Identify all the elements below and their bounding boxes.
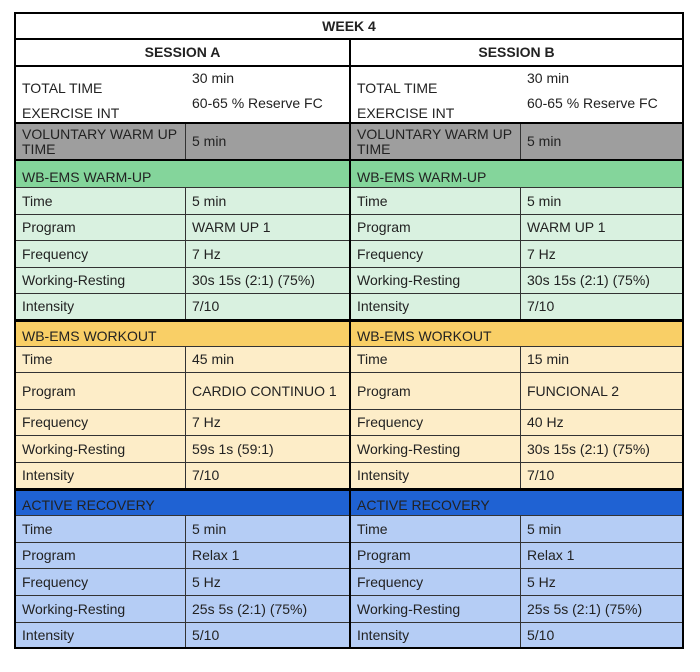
- recovery-row-label: Frequency: [351, 569, 521, 595]
- workout-row-value: 7 Hz: [192, 414, 221, 430]
- warmup-row: [351, 294, 682, 320]
- warmup-row-value: 5 min: [192, 192, 227, 209]
- session-b-title: SESSION B: [349, 40, 684, 67]
- workout-row-label: Program: [16, 373, 186, 409]
- overview-block: [16, 67, 349, 124]
- warmup-row-value: 7/10: [527, 298, 555, 314]
- overview-value: 30 min: [527, 71, 570, 86]
- warmup-row-label: Working-Resting: [16, 268, 186, 293]
- warmup-section-header: WB-EMS WARM-UP: [16, 161, 349, 188]
- session-header-row: [14, 40, 684, 67]
- warmup-row-value: 5 min: [527, 192, 562, 209]
- recovery-row-value: 5 min: [192, 520, 227, 537]
- warmup-row-label: Frequency: [351, 241, 521, 267]
- recovery-row: [351, 623, 682, 649]
- workout-row-label: Time: [351, 347, 521, 372]
- overview-row: [351, 96, 682, 121]
- warmup-row-label: Intensity: [16, 294, 186, 319]
- warmup-row-value: WARM UP 1: [527, 219, 606, 235]
- recovery-row-value: 5 Hz: [192, 573, 221, 590]
- warmup-row-label: Program: [351, 215, 521, 240]
- recovery-row-label: Working-Resting: [351, 596, 521, 622]
- workout-section-header: WB-EMS WORKOUT: [351, 320, 682, 347]
- recovery-row-label: Time: [16, 516, 186, 542]
- overview-row: [351, 71, 682, 96]
- warmup-row-value: 7/10: [192, 298, 220, 314]
- warmup-row-label: Intensity: [351, 294, 521, 319]
- workout-row-value: 15 min: [527, 351, 570, 367]
- recovery-row-label: Frequency: [16, 569, 186, 595]
- warmup-row: [351, 188, 682, 215]
- workout-row: [351, 373, 682, 410]
- warmup-row-value: 30s 15s (2:1) (75%): [527, 272, 650, 288]
- voluntary-warmup-label: VOLUNTARY WARM UP TIME: [16, 124, 186, 159]
- recovery-row-value: 25s 5s (2:1) (75%): [527, 600, 643, 617]
- warmup-row-label: Time: [16, 188, 186, 214]
- warmup-row-label: Program: [16, 215, 186, 240]
- recovery-section-header: ACTIVE RECOVERY: [351, 489, 682, 516]
- overview-label: EXERCISE INT: [357, 105, 455, 121]
- workout-row-value: 7/10: [192, 467, 220, 483]
- workout-row-label: Program: [351, 373, 521, 409]
- recovery-row-value: Relax 1: [192, 547, 240, 563]
- recovery-row-value: 5/10: [192, 626, 220, 643]
- recovery-row-value: 5 min: [527, 520, 562, 537]
- voluntary-warmup-row: [351, 124, 682, 161]
- workout-row-label: Intensity: [351, 463, 521, 488]
- workout-row-label: Frequency: [16, 410, 186, 435]
- workout-row-value: 40 Hz: [527, 414, 564, 430]
- recovery-row: [16, 516, 349, 543]
- workout-row: [16, 436, 349, 463]
- workout-row-value: 59s 1s (59:1): [192, 440, 274, 457]
- warmup-row: [16, 215, 349, 241]
- voluntary-warmup-value: 5 min: [192, 133, 227, 149]
- workout-row-label: Working-Resting: [16, 436, 186, 462]
- warmup-row: [351, 215, 682, 241]
- recovery-row-value: 5 Hz: [527, 573, 556, 590]
- recovery-row-label: Working-Resting: [16, 596, 186, 622]
- workout-row-value: FUNCIONAL 2: [527, 382, 620, 399]
- workout-row-value: CARDIO CONTINUO 1: [192, 382, 337, 399]
- recovery-row-value: Relax 1: [527, 547, 575, 563]
- recovery-row: [16, 596, 349, 623]
- workout-row: [351, 436, 682, 463]
- workout-row-value: 30s 15s (2:1) (75%): [527, 440, 650, 457]
- warmup-row-label: Frequency: [16, 241, 186, 267]
- recovery-row: [351, 569, 682, 596]
- recovery-row-label: Intensity: [351, 623, 521, 647]
- recovery-row: [16, 623, 349, 649]
- overview-value: 60-65 % Reserve FC: [192, 96, 323, 111]
- overview-label: TOTAL TIME: [357, 80, 438, 96]
- recovery-row: [351, 596, 682, 623]
- warmup-section-header: WB-EMS WARM-UP: [351, 161, 682, 188]
- recovery-row-value: 5/10: [527, 626, 555, 643]
- workout-row: [16, 373, 349, 410]
- warmup-row: [16, 294, 349, 320]
- workout-row: [16, 463, 349, 489]
- workout-row: [351, 463, 682, 489]
- warmup-row-label: Working-Resting: [351, 268, 521, 293]
- workout-row-label: Intensity: [16, 463, 186, 488]
- recovery-row-label: Time: [351, 516, 521, 542]
- overview-row: [16, 71, 349, 96]
- overview-row: [16, 96, 349, 121]
- sessions-body: [14, 67, 684, 649]
- workout-row-label: Frequency: [351, 410, 521, 435]
- workout-row: [16, 410, 349, 436]
- workout-row-value: 45 min: [192, 351, 235, 367]
- warmup-row-label: Time: [351, 188, 521, 214]
- week-title: WEEK 4: [14, 12, 684, 40]
- workout-section-header: WB-EMS WORKOUT: [16, 320, 349, 347]
- recovery-row-label: Intensity: [16, 623, 186, 647]
- warmup-row: [16, 268, 349, 294]
- recovery-row-label: Program: [351, 543, 521, 568]
- recovery-row-value: 25s 5s (2:1) (75%): [192, 600, 308, 617]
- recovery-row: [351, 516, 682, 543]
- recovery-row-label: Program: [16, 543, 186, 568]
- warmup-row-value: WARM UP 1: [192, 219, 271, 235]
- workout-row-value: 7/10: [527, 467, 555, 483]
- workout-row: [16, 347, 349, 373]
- voluntary-warmup-value: 5 min: [527, 133, 562, 149]
- warmup-row-value: 7 Hz: [192, 245, 221, 262]
- workout-row-label: Working-Resting: [351, 436, 521, 462]
- workout-row: [351, 410, 682, 436]
- session-column-b: [349, 67, 684, 649]
- voluntary-warmup-label: VOLUNTARY WARM UP TIME: [351, 124, 521, 159]
- overview-value: 30 min: [192, 71, 235, 86]
- recovery-row: [16, 543, 349, 569]
- overview-block: [351, 67, 682, 124]
- overview-label: TOTAL TIME: [22, 80, 103, 96]
- overview-label: EXERCISE INT: [22, 105, 120, 121]
- workout-row: [351, 347, 682, 373]
- warmup-row-value: 30s 15s (2:1) (75%): [192, 272, 315, 288]
- warmup-row: [351, 268, 682, 294]
- workout-row-label: Time: [16, 347, 186, 372]
- warmup-row: [16, 188, 349, 215]
- warmup-row: [351, 241, 682, 268]
- recovery-row: [351, 543, 682, 569]
- week-schedule-table: [14, 12, 684, 649]
- voluntary-warmup-row: [16, 124, 349, 161]
- recovery-row: [16, 569, 349, 596]
- warmup-row: [16, 241, 349, 268]
- overview-value: 60-65 % Reserve FC: [527, 96, 658, 111]
- recovery-section-header: ACTIVE RECOVERY: [16, 489, 349, 516]
- warmup-row-value: 7 Hz: [527, 245, 556, 262]
- session-a-title: SESSION A: [14, 40, 349, 67]
- session-column-a: [14, 67, 349, 649]
